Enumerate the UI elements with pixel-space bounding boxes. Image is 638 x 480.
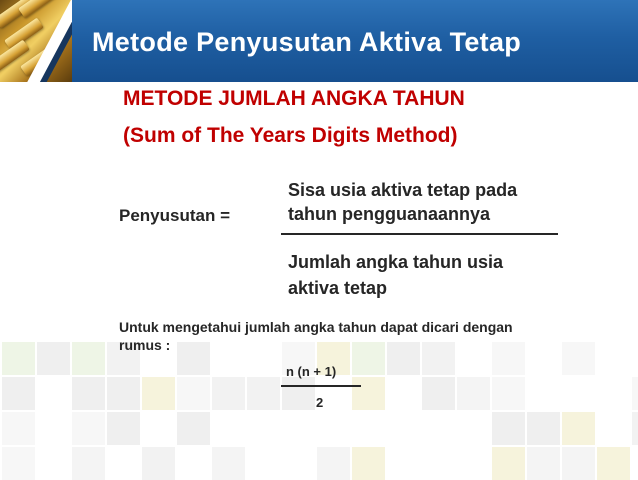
background-tile [72, 342, 105, 375]
background-tile [457, 377, 490, 410]
background-tile [2, 377, 35, 410]
formula2-numerator: n (n + 1) [286, 364, 337, 379]
formula-denominator [288, 249, 503, 301]
background-tile [2, 412, 35, 445]
note-text [119, 318, 579, 354]
background-tile [317, 447, 350, 480]
gold-bars-logo [0, 0, 72, 82]
method-title: METODE JUMLAH ANGKA TAHUN [123, 87, 465, 110]
background-tile [107, 377, 140, 410]
background-tile [142, 377, 175, 410]
background-tile [632, 412, 638, 445]
background-tile [492, 447, 525, 480]
background-tile [177, 412, 210, 445]
formula-numerator-line2: tahun pengguanaannya [288, 204, 491, 224]
formula-numerator-line1: Sisa usia aktiva tetap pada [288, 180, 518, 200]
background-tile [422, 377, 455, 410]
background-tile [492, 377, 525, 410]
formula-numerator [288, 178, 517, 226]
background-tile [352, 447, 385, 480]
background-tile [212, 377, 245, 410]
note-line2: rumus : [119, 337, 171, 353]
background-tile [632, 377, 638, 410]
formula-denominator-line1: Jumlah angka tahun usia [288, 252, 504, 272]
background-tile [527, 412, 560, 445]
background-tile [597, 447, 630, 480]
background-tile [2, 447, 35, 480]
background-tile [72, 412, 105, 445]
background-tile [352, 377, 385, 410]
background-tile [37, 342, 70, 375]
header-bar [0, 0, 638, 82]
method-title-english: (Sum of The Years Digits Method) [123, 124, 458, 147]
background-tile [282, 377, 315, 410]
formula2-fraction-line [281, 385, 361, 387]
background-tile [247, 377, 280, 410]
background-tile [72, 377, 105, 410]
background-tile [562, 447, 595, 480]
background-tile [527, 447, 560, 480]
background-tile [2, 342, 35, 375]
note-line1: Untuk mengetahui jumlah angka tahun dapat dicari dengan [119, 319, 513, 335]
background-tile [107, 412, 140, 445]
formula-denominator-line2: aktiva tetap [288, 278, 388, 298]
page-title: Metode Penyusutan Aktiva Tetap [92, 27, 522, 57]
formula2-denominator: 2 [316, 395, 324, 410]
background-tile [212, 447, 245, 480]
formula-lhs: Penyusutan = [119, 206, 231, 225]
background-tile [562, 412, 595, 445]
formula-fraction-line [281, 233, 558, 235]
background-tile [492, 412, 525, 445]
background-tile [177, 377, 210, 410]
background-tile [72, 447, 105, 480]
background-tile [142, 447, 175, 480]
